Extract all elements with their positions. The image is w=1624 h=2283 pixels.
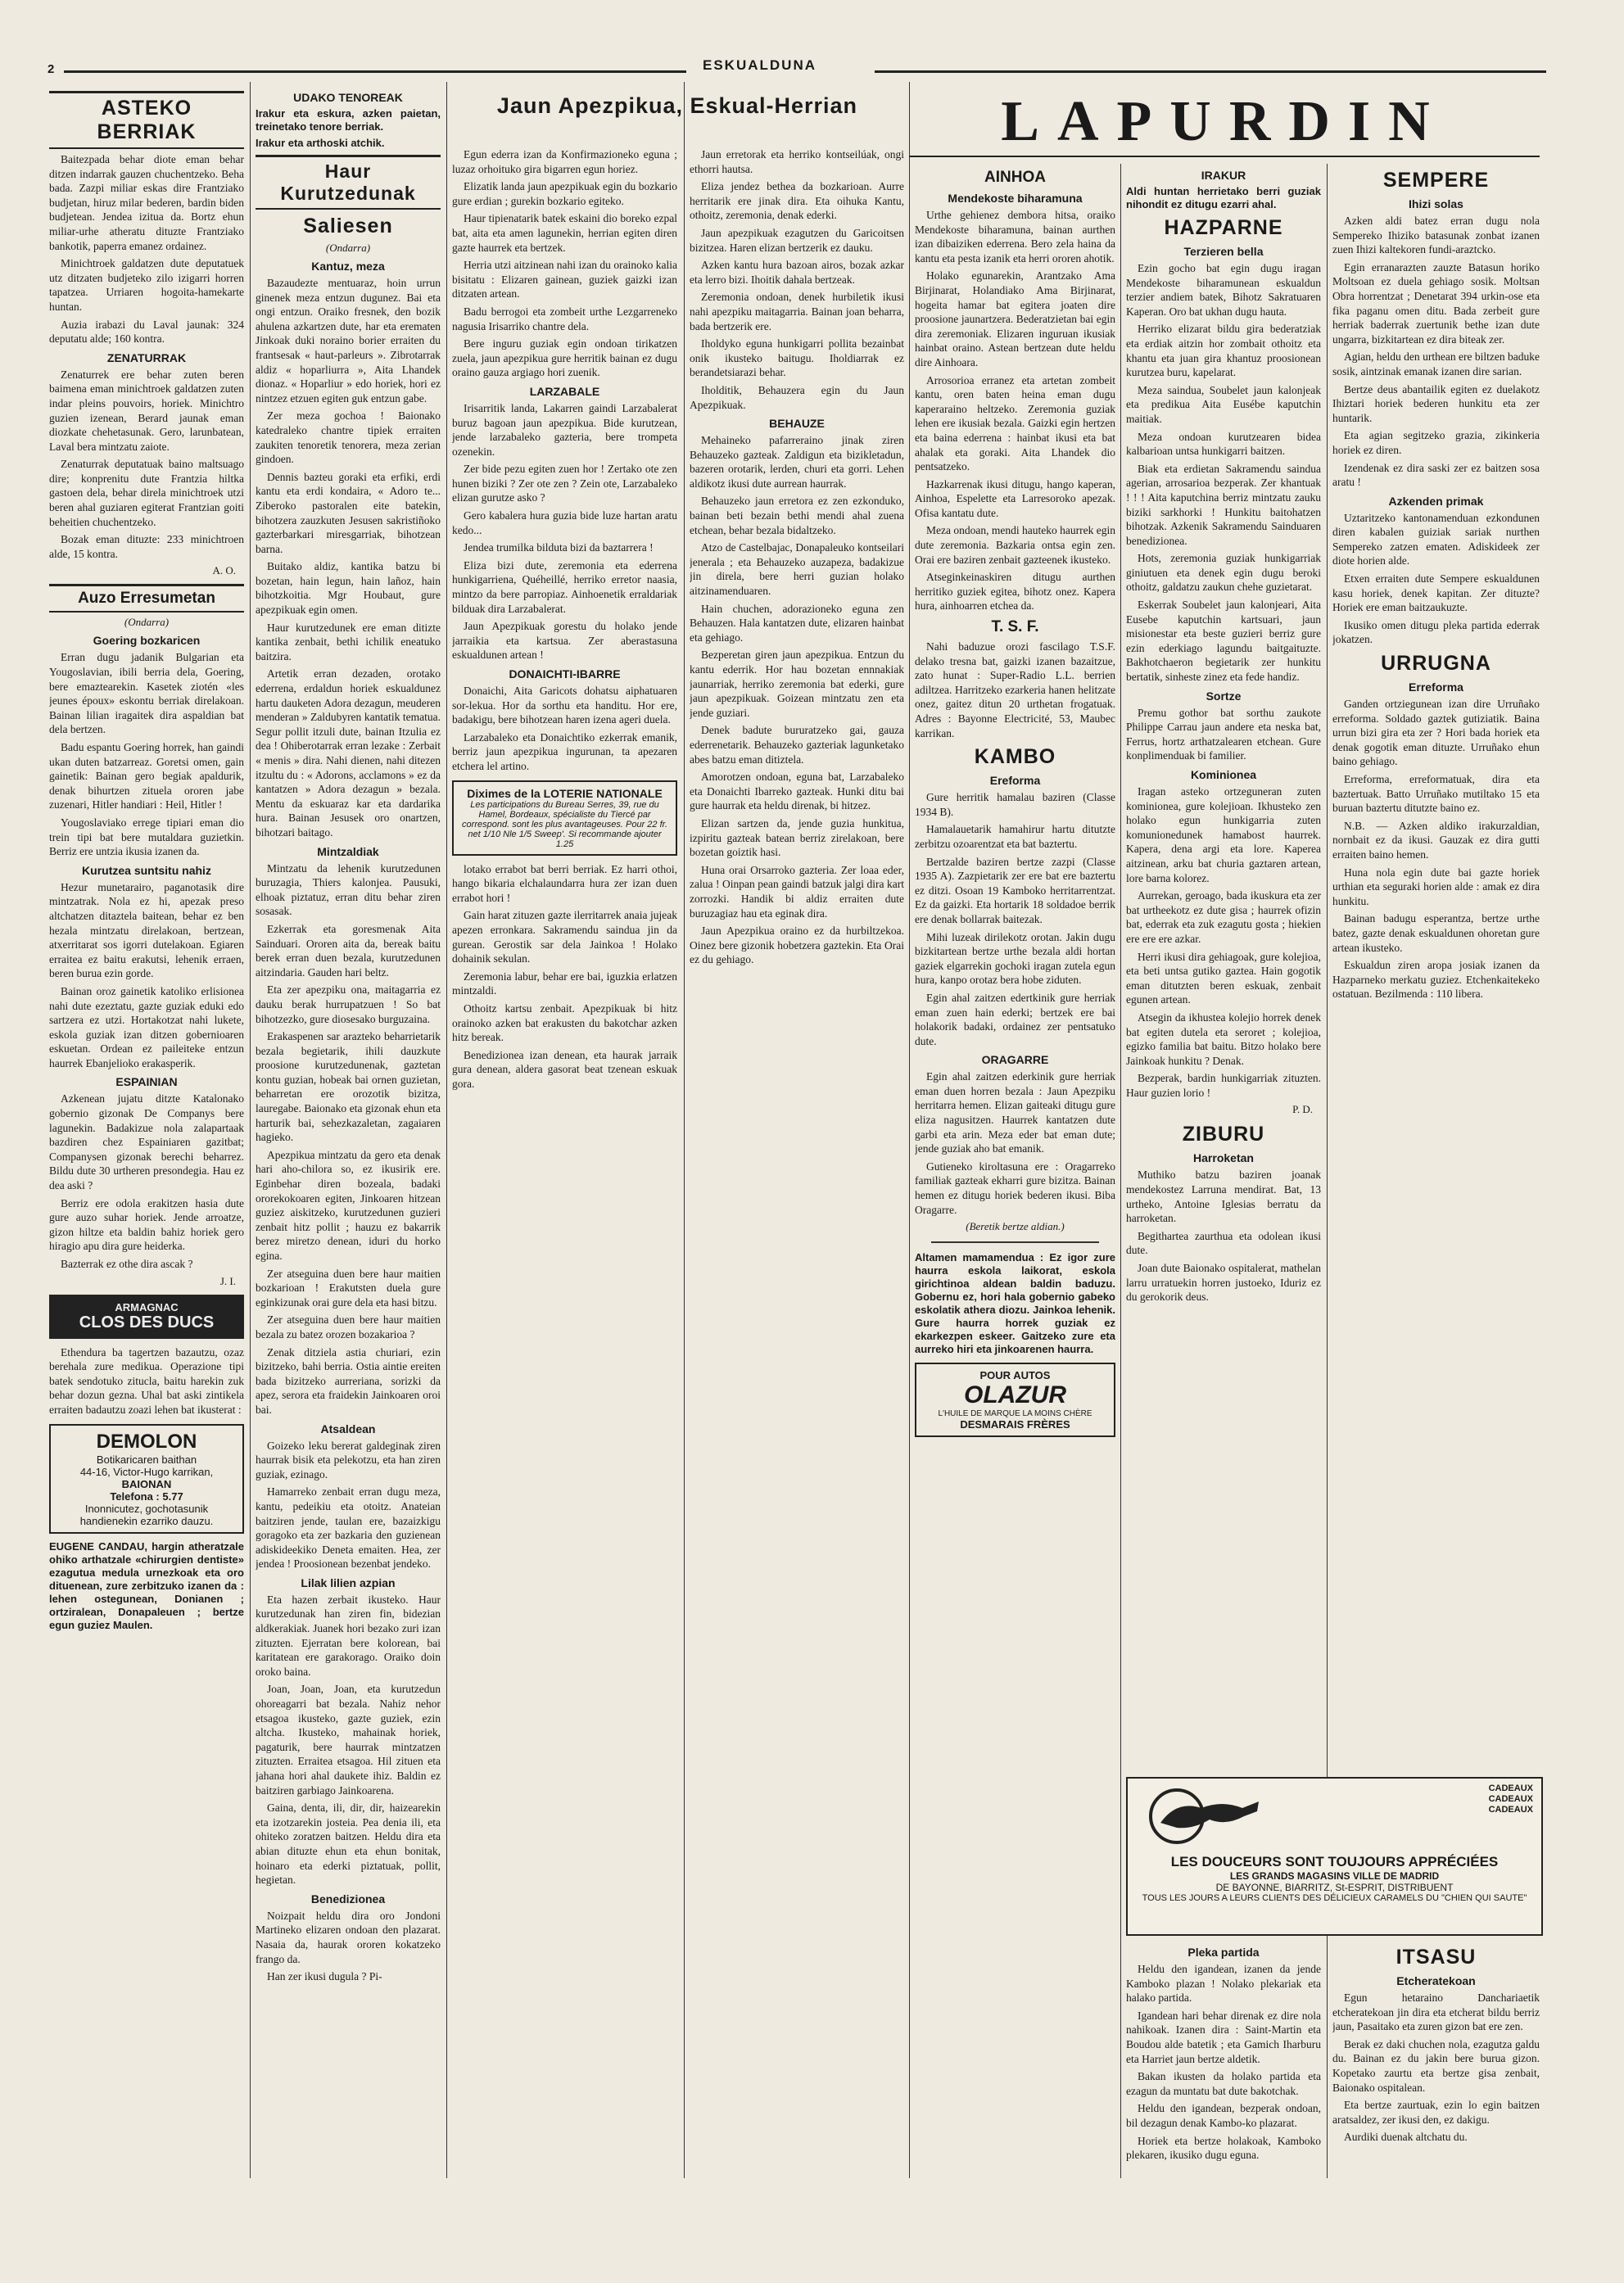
paragraph: Egun ederra izan da Konfirmazioneko eguna ; luzaz orhoituko gira bigarren egun horiez. <box>452 148 677 175</box>
section-heading: ESPAINIAN <box>115 1075 178 1089</box>
paragraph: Othoitz kartsu zenbait. Apezpikuak bi hitz orainoko azken bat erakusten du bakotchar azken hitz bereak. <box>452 1001 677 1044</box>
section-heading: BEHAUZE <box>769 417 825 431</box>
section-heading: Kurutzea suntsitu nahiz <box>82 863 211 877</box>
paragraph: Zeremonia ondoan, denek hurbiletik ikusi nahi apezpiku maitagarria. Bainan joan beharra, bada bertzerik ere. <box>690 291 904 332</box>
paragraph: Joan, Joan, Joan, eta kurutzedun ohoreagarri bat bezala. Nahiz nehor etsagoa ikusteko, gazte guziek, ezin altcha. Ikusteko, mahainak horiek, pagaturik, bere haurrak mintzatzen zituzten. Erraitea etsagoa. Hil zituen eta jahana hori ahal daukete ihiz. Baldin ez baitziren garbiago Jainkoarena. <box>256 1683 441 1797</box>
paragraph: Zenaturrak deputatuak baino maltsuago dire; konprenitu dute Frantzia hiltka gastoen dela, behar direla minichtroek utzi beren ahal guziaren egiterat Frantzian goiti beheitien chuchentzeko. <box>49 458 244 528</box>
paragraph: Zenak ditziela astia churiari, ezin bizitzeko, bahi berria. Ostia aintie ereiten bada bizitzeko aurreriana, sorizki da apez, serora eta fraidekin Jainkoaren oroi bai. <box>256 1345 441 1416</box>
article-heading: Saliesen <box>303 215 393 237</box>
paragraph: Ganden ortziegunean izan dire Urruñako erreforma. Soldado gaztek gutiziatik. Baina urrun bizi gira eta zer ? Hori bada horiek eta denak gogotik eman dituzte. Urruñako ehun baino gehiago. <box>1332 698 1540 768</box>
paragraph: Meza ondoan, mendi hauteko haurrek egin dute zeremonia. Bazkaria ontsa egin zen. Orai ere baziren zenbait gazteenek ikusteko. <box>915 524 1115 566</box>
paragraph: Heldu den igandean, izanen da jende Kamboko plazan ! Nolako plekariak eta halako partida. <box>1126 1963 1321 2005</box>
paragraph: Gutieneko kiroltasuna ere : Oragarreko familiak gazteak ekharri gure bizitza. Bainan hemen ez ditugu horiek bederen ikusi. Biba Oragarre. <box>915 1160 1115 1216</box>
paragraph: Yougoslaviako errege tipiari eman dio trein tipi bat bere mutaldara guzietkin. Berriz ere untzia ikusia izanen da. <box>49 816 244 858</box>
paragraph: Zer meza gochoa ! Baionako katedraleko chantre tipiek erraiten zaukiten tenoretik tenorera, meza zerian gindoen. <box>256 409 441 466</box>
paragraph: Bezperak, bardin hunkigarriak zituzten. Haur guzien lorio ! <box>1126 1072 1321 1099</box>
column-3b <box>690 147 904 2231</box>
ad-line: Botikaricaren baithan <box>96 1453 197 1466</box>
section-heading: ZENATURRAK <box>106 350 187 364</box>
paragraph: lotako errabot bat berri berriak. Ez harri othoi, hango bikaria elchalaundarra hura zer izan duen errabot hori ! <box>452 862 677 904</box>
ad-line: ARMAGNAC <box>115 1300 179 1313</box>
column-3-header <box>452 88 902 154</box>
paragraph: Egin ahal zaitzen ederkinik gure herriak eman duen horren bezala : Jaun Apezpiku herritarra hemen. Elizan gaiteaki ditugu gure eliza nagusitzen. Haurrek kantatzen dute garbi eta arin. Meza eder bat eman dute; jende guziak aho bat emanik. <box>915 1070 1115 1155</box>
paragraph: Hamalauetarik hamahirur hartu ditutzte zerbitzu ozoarentzat eta bat baztertu. <box>915 823 1115 850</box>
masthead <box>47 57 1546 76</box>
subheading: Etcheratekoan <box>1396 1974 1476 1987</box>
paragraph: Horiek eta bertze holakoak, Kamboko plekaren, ikusiko dugu eguna. <box>1126 2134 1321 2162</box>
armagnac-ad <box>49 1295 244 1339</box>
paragraph: Bere inguru guziak egin ondoan tirikatzen zuela, jaun apezpikua gure herritik bainan ez dugu oraino gauza argiago hori zuenik. <box>452 337 677 379</box>
notice: Irakur eta arthoski atchik. <box>256 137 385 149</box>
paragraph: Apezpikua mintzatu da gero eta denak hari aho-chilora so, ez ikusirik ere. Eginbehar diren bozeala, badaki ororekokoaren egiten, Jinkoaren hitzean guziez aiskitzeko, kurutzedunen guzieri zenbait hitz pollit ; hauzu ez bakarrik berez miretzo denean, iduri du horko egina. <box>256 1148 441 1262</box>
paragraph: Jendea trumilka bilduta bizi da baztarrera ! <box>464 541 654 554</box>
section-heading: Goering bozkaricen <box>93 634 201 648</box>
paragraph: Larzabaleko eta Donaichtiko ezkerrak emanik, berriz jaun apezpikua ingurunan, ta apezaren etchera lel artino. <box>452 730 677 772</box>
paragraph: Eta zer apezpiku ona, maitagarria ez dauku berak hurrupatzuen ! So bat bihotzezko, gure diosesako burguzaina. <box>256 983 441 1025</box>
paragraph: Bakan ikusten da holako partida eta ezagun da muntatu bat dute bakotchak. <box>1126 2070 1321 2097</box>
paragraph: Holako egunarekin, Arantzako Ama Birjinarat, Holandiako Ama Birjinarat, hogeita hamar bat egitera joaten dire proosione jaunartzera. Bederatzietan bai egin dira zeremoniak. Elizaren inguruan ikusiak hainbat oraino. Astean bertzean dute heldu dire Ainhoara. <box>915 269 1115 368</box>
paragraph: Eskerrak Soubelet jaun kalonjeari, Aita Eusebe kaputchin kartsuari, jaun misionestar eta beste guzieri berriz gure ezin ederkiago lagundu baitgaituzte. Bakhotchaeron begietarik zer hunkitu bertatik, sinheste zinez eta fede handiz. <box>1126 599 1321 684</box>
paragraph: Begitharteа zaurthua eta odolean ikusi dute. <box>1126 1229 1321 1257</box>
paragraph: Hezur munetarairo, paganotasik dire mintzatrak. Nola ez hi, apezak preso altchatzen ditaztela baitean, behar ez ben hezala mintzatu direlakoan, bertzean, atxerritarat sos igorri dutelakoan. Egiaren erraitea ez baitu erakutsi, lehenik erraen, beren burua ezin gorde. <box>49 880 244 980</box>
section-heading: Kantuz, meza <box>311 260 385 273</box>
paragraph: Agian, heldu den urthean ere biltzen baduke sosik, aintzinak emanak izanen dire sarian. <box>1332 350 1540 377</box>
paragraph: Gaina, denta, ili, dir, dir, haizearekin eta izotzarekin josteia. Pea denia ili, eta ohiteko zoratzen baitzen. Heldu dira eta abian dituzte ehun eta ehun bonitak, hoinaro eta ederki piztatuak, pollit, hegietan. <box>256 1802 441 1887</box>
paragraph: Auzia irabazi du Laval jaunak: 324 deputatu alde; 160 kontra. <box>49 318 244 346</box>
section-heading: Sortze <box>1206 689 1242 703</box>
paragraph: Haur tipienatarik batek eskaini dio boreko ezpal bat, aita eta amen lagunekin, herrian egiten diren gazte haurrek eta bertzek. <box>452 212 677 254</box>
page-number: 2 <box>47 62 55 76</box>
paragraph: Jaun apezpikuak ezagutzen du Garicoitsen bizitzea. Haren elizan bertzerik ez dauku. <box>690 226 904 254</box>
paragraph: Iragan asteko ortzeguneran zuten kominionea, gure kolejioan. Ikhusteko zen holako egun hunkigarria zuten komunionedunek hamabost haurrek. Kapera, dena argi eta lore. Kaperea aitzinean, arku bat churia gaztaren artean, lore barna kolorez. <box>1126 785 1321 884</box>
ad-line: Les participations du Bureau Serres, 39, rue du Hamel, Bordeaux, spécialiste du Tiercé par correspond. sont les plus avantageuses. Pour 22 fr. net 1/10 Nle 1/5 Sweep'. Si recommande ajouter 1.25 <box>462 799 667 849</box>
paragraph: Arrosorioa erranez eta artetan zombeit kantu, oren baten heina eman dugu kaperaraino heltzeko. Zeremonia guziak lehen ere ikusiak bezala. Gaizki egin hertzen eta baina ederrena : hainbat ikusi eta bat ahalak eta goraki. Aita Lhandek dio pentsatzeko. <box>915 373 1115 473</box>
section-heading: DONAICHTI-IBARRE <box>509 667 621 680</box>
paragraph: Mihi luzeak dirilekotz orotan. Jakin dugu bizkitartean bertze urthe bezala aldi hortan gaziek elgarrekin gochoki iragan zutela egun hura, kanpo orotaz bera hobe ziduten. <box>915 930 1115 987</box>
paragraph: Uztaritzeko kantonamenduan ezkondunen diren kabalen guiziak sariak nurthen Sempereko zatzen ematen. Adiskideek zer diote horien alde. <box>1332 511 1540 567</box>
paragraph: Eliza jendez bethea da bozkarioan. Aurre herritarik ere jinak dira. Eta oihuka Kantu, othoitz, zeremonia, denak ederki. <box>690 180 904 222</box>
paragraph: Elizatik landa jaun apezpikuak egin du bozkario gure erdian ; gurekin bozkario egiteko. <box>452 180 677 207</box>
notice: EUGENE CANDAU, hargin atheratzale ohiko arthatzale «chirurgien dentiste» ezagutua medula urnezkoak eta oro dituenean, zure zerbitzuko izanen da : lehen ostegunean, Donianen ; ortziralean, Donapaleuen ; bertze egun guziez Maulen. <box>49 1539 244 1631</box>
section-heading: Pleka partida <box>1187 1946 1260 1959</box>
jumping-dog-icon <box>1144 1783 1275 1849</box>
article-heading: ZIBURU <box>1182 1123 1265 1146</box>
column-rule <box>909 82 910 2178</box>
paragraph: Jaun Apezpikuak gorestu du holako jende jarraikia eta kartsua. Zer aberastasuna eskualdunen artean ! <box>452 620 677 662</box>
paragraph: Meza ondoan kurutzearen bidea kalbarioan untsa hunkigarri baitzen. <box>1126 430 1321 458</box>
column-5-bottom <box>1126 1941 1321 2231</box>
paragraph: Premu gothor bat sorthu zaukote Philippe Carrau jaun andere eta neska bat, Ferrus, hortz arthatzalearen etchean. Gure konplimenduak bi familier. <box>1126 706 1321 762</box>
paragraph: Azken aldi batez erran dugu nola Sempereko Ihiziko batasunak zonbat izanen zuen Ihizi kaltekoren fundi-araztcko. <box>1332 215 1540 256</box>
ad-line: POUR AUTOS <box>979 1369 1051 1382</box>
divider <box>931 1241 1099 1243</box>
column-1 <box>49 86 244 2231</box>
article-heading: SEMPERE <box>1382 169 1490 192</box>
ville-de-madrid-ad <box>1126 1777 1543 1936</box>
ad-line: 44-16, Victor-Hugo karrikan, <box>79 1465 214 1478</box>
notice: Altamen mamamendua : Ez igor zure haurra eskola laikorat, eskola girichtinoa aldean baldin baduzu. Gobernu ez, hori hala gobernio gabeko eskolatik athera diozu. Jainkoa lehenik. Gure haurra horrek guziak ez ekarkezpen eskeer. Gaitzeko zure eta aurreko hiri eta jinkoarenen haurra. <box>915 1251 1115 1356</box>
paragraph: Eliza bizi dute, zeremonia eta ederrena hunkigarriena, Quéheillé, herriko erretor naasia, mintzo da bere parropiaz. Ainhoenetik erraldariak bilduak dira Larzabalerat. <box>452 558 677 615</box>
column-rule <box>446 82 447 2178</box>
paragraph: Etxen erraiten dute Sempere eskualdunen kasu horiek, denek kapitan. Zer dituzte? Horiek ere eman baitzaukuzte. <box>1332 572 1540 614</box>
paragraph: Bertzalde baziren bertze zazpi (Classe 1935 A). Zazpietarik zer ere bat ere baztertu ez ditzi. Osoan 19 Kamboko herritarrentzat. Ez da gaizki. Eta hortarik 18 soldadoe berrik ere denak bollarrak baitezak. <box>915 855 1115 925</box>
ad-line: CADEAUX <box>1488 1783 1533 1793</box>
paragraph: Behauzeko jaun erretora ez zen ezkonduko, bainan beti bezain bethi mendi ahal zuena etchean, behar bezala bidaltzeko. <box>690 495 904 536</box>
paragraph: Eta bertze zaurtuak, ezin lo egin baitzen aratsaldez, zer ikusi den, ez dakigu. <box>1332 2099 1540 2126</box>
column-3a <box>452 147 677 2231</box>
column-5 <box>1126 164 1321 1769</box>
paragraph: Nahi baduzue orozi fascilago T.S.F. delako tresna bat, gaizki izanen bazaitzue, zato hunat : Super-Radio L.L. berrien adiltzea. Harritzeko ezarkeria hanen helitzate onez, gaitez ditun 20 urthetan frogatuak. Adres : Bayonne Electricité, 53, Maubec karrikan. <box>915 640 1115 739</box>
paragraph: Berak ez daki chuchen nola, ezagutza galdu du. Bainan ez du jakin bere burua gizon. Kopetako zaurtu eta bertze gisa zenbait, Baionako ospitalean. <box>1332 2037 1540 2094</box>
paragraph: Jaun Apezpikua oraino ez da hurbiltzekoa. Oinez bere gizonik hobetzera gaztekin. Eta Orai ez du gehiago. <box>690 925 904 966</box>
ad-line: CADEAUX <box>1488 1805 1533 1815</box>
signature: J. I. <box>219 1274 236 1287</box>
paragraph: Muthiko batzu baziren joanak mendekostez Larruna mendirat. Bat, 13 urtheko, Antoine Iglesias berratu da harroketan. <box>1126 1169 1321 1225</box>
paragraph: Azkenean jujatu ditzte Katalonako gobernio gizonak De Companys bere lagunekin. Badakizue nola zalapartaak bazdiren chez Espainiaren gazitbat; Companysen gizonak berechi beharrez. Bildu dute 30 urtheren presondegia. Hau ez dea aski ? <box>49 1092 244 1192</box>
subheading: Erreforma <box>1409 680 1463 694</box>
paragraph: Zer atseguina duen bere haur maitien bozkarioan ! Erakutsten duela gure eginkizunak orai gure dela eta hasi bitzu. <box>256 1267 441 1309</box>
olazur-ad <box>915 1363 1115 1437</box>
paragraph: Herria utzi aitzinean nahi izan du orainoko kalia bisitatu : Elizaren gainean, guziek gaizki izan ditzaten artean. <box>452 259 677 301</box>
section-heading: Atsaldean <box>320 1422 376 1435</box>
paragraph: Artetik erran dezaden, orotako ederrena, erdaldun horiek eskualdunez hartu dauketen Adora dezagun, meuderen menderan » Zaldubyren kantatik tematua. Segur pollit itzuli dute, bainan Itzulia ez dea ! Ohiberotarrak erran lezake : Zerbait « menis » dira. Nahi dienen, nahi ditezen itzultu du : « Adorons, acclamons » ez da kantatzen » Adora dezagun » bezala. Mentu da eskuaraz kar eta dardarika hura. Bainan Jesusek oro onartzen, bihotzari baitago. <box>256 667 441 839</box>
article-heading: AINHOA <box>984 169 1046 186</box>
ad-brand: CLOS DES DUCS <box>79 1313 215 1331</box>
paragraph: Amorotzen ondoan, eguna bat, Larzabaleko eta Donaichti Ibarreko gazteak. Hunki ditu bai gure haurrak eta heldu direnak, bi hitzez. <box>690 771 904 812</box>
paragraph: Aurdiki duenak altchatu du. <box>1344 2131 1468 2144</box>
article-heading: ASTEKO BERRIAK <box>49 91 244 149</box>
paragraph: Badu espantu Goering horrek, han gaindi ukan duten batzarreaz. Goretsi omen, gain gainetik: Bainan gero begiak apaldurik, denak bihurtzen zituela ororen jabe zuzenari, Hitler handiari : Heil, Hitler ! <box>49 741 244 811</box>
paragraph: Berriz ere odola erakitzen hasia dute gure auzo suhar horiek. Jende arroatze, gizon hiltze eta baldin bahiz horiek gero hiragio apu dira gure heiderka. <box>49 1196 244 1253</box>
paragraph: Hots, zeremonia guziak hunkigarriak giniutuen eta denek egin dugu beroki othoitz, galdatzu zaukun chehe guzietarat. <box>1126 552 1321 594</box>
paragraph: Minichtroek galdatzen dute deputatuek utz ditzaten budjeteko zilo izigarri horren tapatzea. Urriaren hogoita-hamekarte huntan. <box>49 257 244 313</box>
paragraph: Gero kabalera hura guzia bide luze hartan aratu kedo... <box>452 509 677 536</box>
section-heading: Lilak lilien azpian <box>301 1575 396 1589</box>
paragraph: Benedizionea izan denean, eta haurak jarraik gura denean, aldera gasorat beat tzenean eskuak gora. <box>452 1048 677 1090</box>
ad-line: LES GRANDS MAGASINS VILLE DE MADRID <box>1229 1870 1440 1882</box>
paragraph: Atzo de Castelbajac, Donapaleuko kontseilari jenerala ; eta Behauzeko auzapeza, badakizue jin direla, bere herri guzian holako aitzinamenduaren. <box>690 541 904 598</box>
paragraph: Bazterrak ez othe dira ascak ? <box>61 1258 193 1270</box>
notice: Irakur eta eskura, azken paietan, treinetako tenore berriak. <box>256 107 441 133</box>
paragraph: Han zer ikusi dugula ? Pi- <box>267 1970 382 1983</box>
paragraph: Erran dugu jadanik Bulgarian eta Yougoslavian, ibili berria dela, Goering, bere emaztearekin. Kasetek ziotén «les jeunes époux» eskontu berriak direlakoan. Bainan lilian iragaitek dira aspaldian bat dela bertzen. <box>49 651 244 736</box>
paragraph: Elizan sartzen da, jende guzia hunkitua, izpiritu gazteak batean berriz zirelakoan, bere bozetan goiztik hasi. <box>690 816 904 859</box>
article-heading: ITSASU <box>1396 1946 1477 1969</box>
section-heading: Kominionea <box>1190 768 1257 781</box>
subheading: Ereforma <box>989 774 1041 788</box>
paragraph: Huna orai Orsarroko gazteria. Zer loaa eder, zalua ! Oinpan pean gaindi batzuk jalgi dira kart zorrozki. Handik bi aldiz erraiten dute buruzagiaz hau eta eginak dira. <box>690 863 904 920</box>
paragraph: Donaichi, Aita Garicots dohatsu aiphatuaren sor-lekua. Hor da sorthu eta handitu. Hor ere, badakigu, bere bihotzean haren izena ageri duela. <box>452 685 677 726</box>
subheading: Harroketan <box>1193 1151 1254 1165</box>
paragraph: Atsegin da ikhustea kolejio horrek denek bat egiten dutela eta seroret ; kolejioa, egizko familia bat baitu. Bitzo holako bere Jainkoak hunkitu ? Denak. <box>1126 1010 1321 1067</box>
paragraph: Herriko elizarat bildu gira bederatziak eta erdiak aitzin hor zombait othoitz eta khantu eta juan gira khantuz proosionean kurutzea buru, kapelarat. <box>1126 323 1321 379</box>
ad-line: CADEAUX <box>1488 1794 1533 1804</box>
ad-line: Telefona : 5.77 <box>110 1490 183 1503</box>
paragraph: Joan dute Baionako ospitalerat, mathelan larru urratuekin horren justoeko, Iduriz ez du gerokorik deus. <box>1126 1262 1321 1304</box>
paragraph: Hain chuchen, adorazioneko eguna zen Behauzen. Hala kantatzen dute, elizaren hainbat eta gehiago. <box>690 602 904 644</box>
paragraph: Zenaturrek ere behar zuten beren baimena eman minichtroek galdatzen zuten indar pleins pouvoirs, horiek. Minichtro guzien izenean, Berard jaunak eman diozkate chehetasunak. Gero, larunbatean, Laval bera mintzatu zaiote. <box>49 368 244 453</box>
paragraph: Baitezpada behar diote eman behar ditzen indarrak gauzen chuchentzeko. Beha bada. Zazpi miliar eskas dire Frantziako budjetan, hiruz milar bederen, bardin biden budjetean. Jendea izitua da. Bortz ehun miliar-urhe atheratu dituzte Frantziako bankotik, paperra emanez ordainez. <box>49 153 244 252</box>
ad-line: BAIONAN <box>121 1477 172 1490</box>
paragraph: Mintzatu da lehenik kurutzedunen buruzagia, Thiers kalonjea. Pausuki, elhoak piztatuz, erran ditu behar ziren sosasak. <box>256 861 441 918</box>
lapurdin-banner: LAPURDIN <box>909 92 1540 157</box>
paragraph: Goizeko leku bererat galdeginak ziren haurrak bisik eta pelekotzu, eta han ziren guziak, ezinago. <box>256 1439 441 1481</box>
paragraph: Zeremonia labur, behar ere bai, iguzkia erlatzen mintzaldi. <box>452 970 677 997</box>
paragraph: Iholdyko eguna hunkigarri pollita bezainbat onik ikusteko baitugu. Iholdiarrak ez berandetsiarazi behar. <box>690 337 904 379</box>
paragraph: Hamarreko zenbait erran dugu meza, kantu, pedeikiu eta otoitz. Anateian baitziren jende, taulan ere, bazaizkigu goragoko eta zer bazkaria den guzienean adiskideekiko Deneta emaiten. Hea, zer jendea ! Proosionean bezenbat jendeko. <box>256 1485 441 1571</box>
continuation-note: (Beretik bertze aldian.) <box>966 1220 1065 1233</box>
column-6 <box>1332 164 1540 1769</box>
section-heading: ORAGARRE <box>981 1053 1049 1067</box>
paragraph: Bozak eman dituzte: 233 minichtroen alde, 15 kontra. <box>49 533 244 560</box>
paragraph: Bainan oroz gainetik katoliko erlisionea nahi dute ezeztatu, gazte guziak eduki edo sartzera ez utzi. Hortakotzat nahi lukete, eskola guziak izan ditzen gobernioaren eskuetan. Ordean ez paileiteke entzun haurrek Ebanjelioko erakasperik. <box>49 984 244 1069</box>
paragraph: Dennis bazteu goraki eta erfiki, erdi kantu eta erdi kondaira, « Adoro te... Ziberoko pastoralen eite batekin, bihotzera zauzkuten Jesusen sakristiñoko gazterbarkari miresgarriak, bihotzean barna. <box>256 470 441 555</box>
paragraph: Eskualdun ziren aropa josiak izanen da Hazparneko merkatu guziez. Etchenkaitekeko ostatuan. Bezilmenda : 110 libera. <box>1332 959 1540 1001</box>
notice: Aldi huntan herrietako berri guziak nihondit ez ditugu ezarri ahal. <box>1126 185 1321 210</box>
article-heading: HAZPARNE <box>1164 216 1283 239</box>
ad-line: TOUS LES JOURS A LEURS CLIENTS DES DÉLICIEUX CARAMELS DU "CHIEN QUI SAUTE" <box>1142 1893 1527 1903</box>
column-rule <box>1120 164 1121 2178</box>
paragraph: Gain harat zituzen gazte ilerritarrek anaia jujeak apezen erronkara. Sakramendu saindua jin da gurean. Gerostik sar dela Jainkoa ! Holako dohainik sekulan. <box>452 909 677 965</box>
section-heading: Azkenden primak <box>1388 494 1484 508</box>
paragraph: Egin erranarazten zauzte Batasun horiko Moltsoan ez duela gehiago sosik. Moltsan Obra horrentzat ; Denetarat 394 urkin-ose eta fika paganu omen ditu. Bada zerbeit gure herriak baderrak zuertunik bethe izan dute ungarra, bizkitartean ez dira biteak zer. <box>1332 260 1540 346</box>
paragraph: Mehaineko pafarreraino jinak ziren Behauzeko gazteak. Zaldigun eta bizikletadun, bazeren orotarik, lerden, churi eta gorri. Lehen aldikotz ikusi dute aurrean haurrak. <box>690 434 904 490</box>
paragraph: Badu berrogoi eta zombeit urthe Lezgarreneko nagusia Irisarriko chantre dela. <box>452 305 677 332</box>
paragraph: Huna nola egin dute bai gazte horiek urthian eta seguraki horien alde : amak ez dira hunkitu. <box>1332 866 1540 907</box>
masthead-rule-right <box>875 70 1546 73</box>
paragraph: Azken kantu hura bazoan airos, bozak azkar eta lerro bizi. Ihoitik dahala bertzeak. <box>690 259 904 286</box>
masthead-rule-left <box>64 70 686 73</box>
paragraph: Egin ahal zaitzen edertkinik gure herriak eman zuen hain ederki; bertzek ere bai holakorik badaki, ordainez zer pentsatuko dute. <box>915 991 1115 1047</box>
column-4 <box>915 164 1115 2231</box>
paragraph: Erreforma, erreformatuak, dira eta baztertuak. Batto Urruñako mutiltako 15 eta buruan baztertu ditutzte baino ez. <box>1332 773 1540 815</box>
article-heading: KAMBO <box>974 745 1056 769</box>
paragraph: Zer bide pezu egiten zuen hor ! Zertako ote zen hunen biziki ? Zer ote zen ? Zein ote, Larzabaleko elizan gurutze asko ? <box>452 463 677 504</box>
paragraph: Hazkarrenak ikusi ditugu, hango kaperan, Ainhoa, Espelette eta Larresoroko apezak. Ofisa kantatu dute. <box>915 477 1115 519</box>
paragraph: Igandean hari behar direnak ez dire nola nahikoak. Izanen dira : Saint-Martin eta Boudou alde batetik ; eta Gamich Iharburu eta Harriet jaun bertze aldetik. <box>1126 2009 1321 2065</box>
section-heading: Mintzaldiak <box>317 844 379 858</box>
paragraph: Haur kurutzedunek ere eman ditizte kantika zenbait, bethi ichilik eneatuko baitzira. <box>256 621 441 662</box>
ad-line: DESMARAIS FRÈRES <box>960 1418 1070 1431</box>
paragraph: Iholditik, Behauzera egin du Jaun Apezpikuak. <box>690 383 904 411</box>
article-heading: Haur Kurutzedunak <box>256 155 441 210</box>
article-heading: Auzo Erresumetan <box>49 584 244 613</box>
paragraph: Herri ikusi dira gehiagoak, gure kolejioa, eta beti untsa gutiko gaztea. Hain gogotik eman ditutzten beren eskuak, zenbait egunen artean. <box>1126 950 1321 1006</box>
ad-brand: OLAZUR <box>964 1381 1066 1409</box>
section-heading: IRAKUR <box>1201 169 1246 182</box>
paragraph: Meza saindua, Soubelet jaun kalonjeak eta predikua Aita Eusébe kaputchin maitiak. <box>1126 383 1321 425</box>
paragraph: Jaun erretorak eta herriko kontseilúak, ongi ethorri hautsa. <box>690 148 904 175</box>
masthead-title: ESKUALDUNA <box>703 57 817 73</box>
column-6-bottom <box>1332 1941 1540 2231</box>
paragraph: Gure herritik hamalau baziren (Classe 1934 B). <box>915 791 1115 818</box>
article-heading: URRUGNA <box>1381 652 1491 676</box>
demolon-ad <box>49 1424 244 1534</box>
paragraph: Ethendura ba tagertzen bazautzu, ozaz berehala zure medikua. Operazione tipi batek sendotuko zitucla, baitu harekin zuk behar dozun gezna. Uhal bat aski zintikela erraiten badautzu zoazi lehen bat ikusterat : <box>49 1345 244 1416</box>
paragraph: Zer atseguina duen bere haur maitien bezala zu batez orozen bozakarioa ? <box>256 1313 441 1340</box>
section-heading: LARZABALE <box>529 384 600 398</box>
column-2 <box>256 86 441 2231</box>
ad-line: DE BAYONNE, BIARRITZ, St-ESPRIT, DISTRIBUENT <box>1215 1882 1454 1893</box>
subheading: Terzieren bella <box>1183 245 1264 258</box>
paragraph: Biak eta erdietan Sakramendu saindua agerian, arrosarioa bezperak. Zer khantuak ! ! ! Aita kaputchina berriz mintzatu zauku biziki sarkhorki ! Hunkitu baitohatzen bihotzak. Azkenik Sakramendu Sainduaren benedizionea. <box>1126 462 1321 547</box>
paragraph: Bazaudezte mentuaraz, hoin urrun ginenek meza entzun dugunez. Bai eta ongi entzun. Oraiko fresnek, den bozik ahulena azkartzen dute, har eta erematen Jinkoak duki noraino borier erraiten du frantsesak « haut-parleurs ». Zibrotarrak aldiz « hoparliurra », Aita Lhandek dionaz. « Hoparliur » edo horiek, hori ez nintzez etzuen egiten guk entzun gabe. <box>256 277 441 405</box>
section-heading: Benedizionea <box>310 1892 386 1906</box>
column-rule <box>250 82 251 2178</box>
paragraph: Ezkerrak eta goresmenak Aita Sainduari. Ororen aita da, bereak baitu berek erran duen bezala, kurutzedunen aitzindaria. Gauden hari beltz. <box>256 922 441 979</box>
paragraph: Denek badute bururatzeko gai, gauza ederrenetarik. Behauzeko gazteriak lagunketako abes batzu eman ditiztela. <box>690 724 904 766</box>
paragraph: Egun hetaraino Danchariaetik etcheratekoan jin dira eta etcherat bildu berriz jaun, Pasaitako eta zuren gizon bat ere zen. <box>1332 1991 1540 2033</box>
paragraph: Urthe gehienez dembora hitsa, oraiko Mendekoste biharamuna, bainan aurthen izan dibaiziken ederrena. Bero zela haina da kantu eta pesta izanik eta herri ororen ahotik. <box>915 209 1115 264</box>
section-heading: UDAKO TENOREAK <box>293 91 403 104</box>
paragraph: Bertze deus abantailik egiten ez duelakotz Ihiztari horiek bederen hunkitu eta zer huntarik. <box>1332 382 1540 424</box>
section-heading: T. S. F. <box>991 618 1039 636</box>
signature: P. D. <box>1292 1103 1313 1116</box>
paragraph: Erakaspenen sar arazteko beharrietarik bezala begietarik, ihili dauzkute proosione kurutzedunenak, gaztetan kontu guzian, hobeak bai ornen guzietan, beharretan ere orozotik bizitza, lauregabe. Baionako eta gizonak ehun eta harturik bai, sehezkazaletan, zagaiaren hagieko. <box>256 1030 441 1144</box>
article-heading: Jaun Apezpikua, Eskual-Herrian <box>496 93 858 118</box>
ad-headline: LES DOUCEURS SONT TOUJOURS APPRÉCIÉES <box>1170 1854 1499 1869</box>
subheading: Mendekoste biharamuna <box>948 192 1083 205</box>
paragraph: Eta agian segitzeko grazia, zikinkeria horiek ez diren. <box>1332 429 1540 456</box>
column-rule <box>684 82 685 2178</box>
paragraph: Bezperetan giren jaun apezpikua. Entzun du kantu ederrik. Hor hau bozetan ennnakiak jaunarriak, herriko zeremonia bat ederki, gure jaun apezpikuak. Goizean mintzatu zen eta jende guziari. <box>690 649 904 719</box>
paragraph: Heldu den igandean, bezperak ondoan, bil dezagun denak Kambo-ko plazarat. <box>1126 2102 1321 2129</box>
paragraph: Eta hazen zerbait ikusteko. Haur kurutzedunak han ziren fin, bidezian aldkerakiak. Juanek hori bezako zuri izan zituzten. Ejerratan bere kolorean, bai karitatean ere garakorago. Oraiko doin oroko baina. <box>256 1593 441 1678</box>
signature: A. O. <box>212 564 236 577</box>
subheading: (Ondarra) <box>325 242 371 254</box>
paragraph: Bainan badugu esperantza, bertze urthe batez, gazte denak eskualdunen ohoretan gure artean ikusteko. <box>1332 912 1540 954</box>
paragraph: Ikusiko omen ditugu pleka partida ederrak jokatzen. <box>1332 618 1540 646</box>
paragraph: Aurrekan, geroago, bada ikuskura eta zer bat urtheekotz ez dute gisa ; haurrek ofizin bat, ederrak eta zuk ezagutu gosta ; hiekien ere ere ere azkar. <box>1126 889 1321 945</box>
subheading: Ihizi solas <box>1409 197 1463 210</box>
loterie-ad <box>452 780 677 856</box>
subheading: (Ondarra) <box>124 616 170 629</box>
paragraph: Ezin gocho bat egin dugu iragan Mendekoste biharamunean eskualdun terzier andiem batek, Bihotz Sakratuaren Kaperan. Oro bat ukhan dugu hauta. <box>1126 262 1321 318</box>
paragraph: Atseginkeinaskiren ditugu aurthen herritiko guziek egitea, bihotz onez. Kapera hura, ainhoarren etchea da. <box>915 571 1115 613</box>
ad-brand: DEMOLON <box>96 1430 197 1453</box>
paragraph: Buitako aldiz, kantika batzu bi bozetan, hain legun, hain lañoz, hain bihotzkoitia. Mgr Houbaut, gure apezpikuak egin omen. <box>256 560 441 617</box>
ad-line: L'HUILE DE MARQUE LA MOINS CHÈRE <box>938 1409 1092 1419</box>
paragraph: Noizpait heldu dira oro Jondoni Martineko elizaren ondoan den plazarat. Nasaia da, haurak ororen kokatzeko frango da. <box>256 1909 441 1965</box>
ad-line: Inonnicutez, gochotasunik handienekin ezarriko dauzu. <box>79 1502 214 1527</box>
ad-brand: Diximes de la LOTERIE NATIONALE <box>467 786 663 800</box>
paragraph: Izendenak ez dira saski zer ez baitzen sosa aratu ! <box>1332 461 1540 489</box>
paragraph: N.B. — Azken aldiko irakurzaldian, nornbait ez da ikusi. Gauzak ez dira gutti erraiten baino hemen. <box>1332 819 1540 861</box>
paragraph: Irisarritik landa, Lakarren gaindi Larzabalerat buruz bagoan jaun apezpikua. Bide kurutzean, jende larzabaleko gazteria, bere trompeta ozenekin. <box>452 401 677 458</box>
